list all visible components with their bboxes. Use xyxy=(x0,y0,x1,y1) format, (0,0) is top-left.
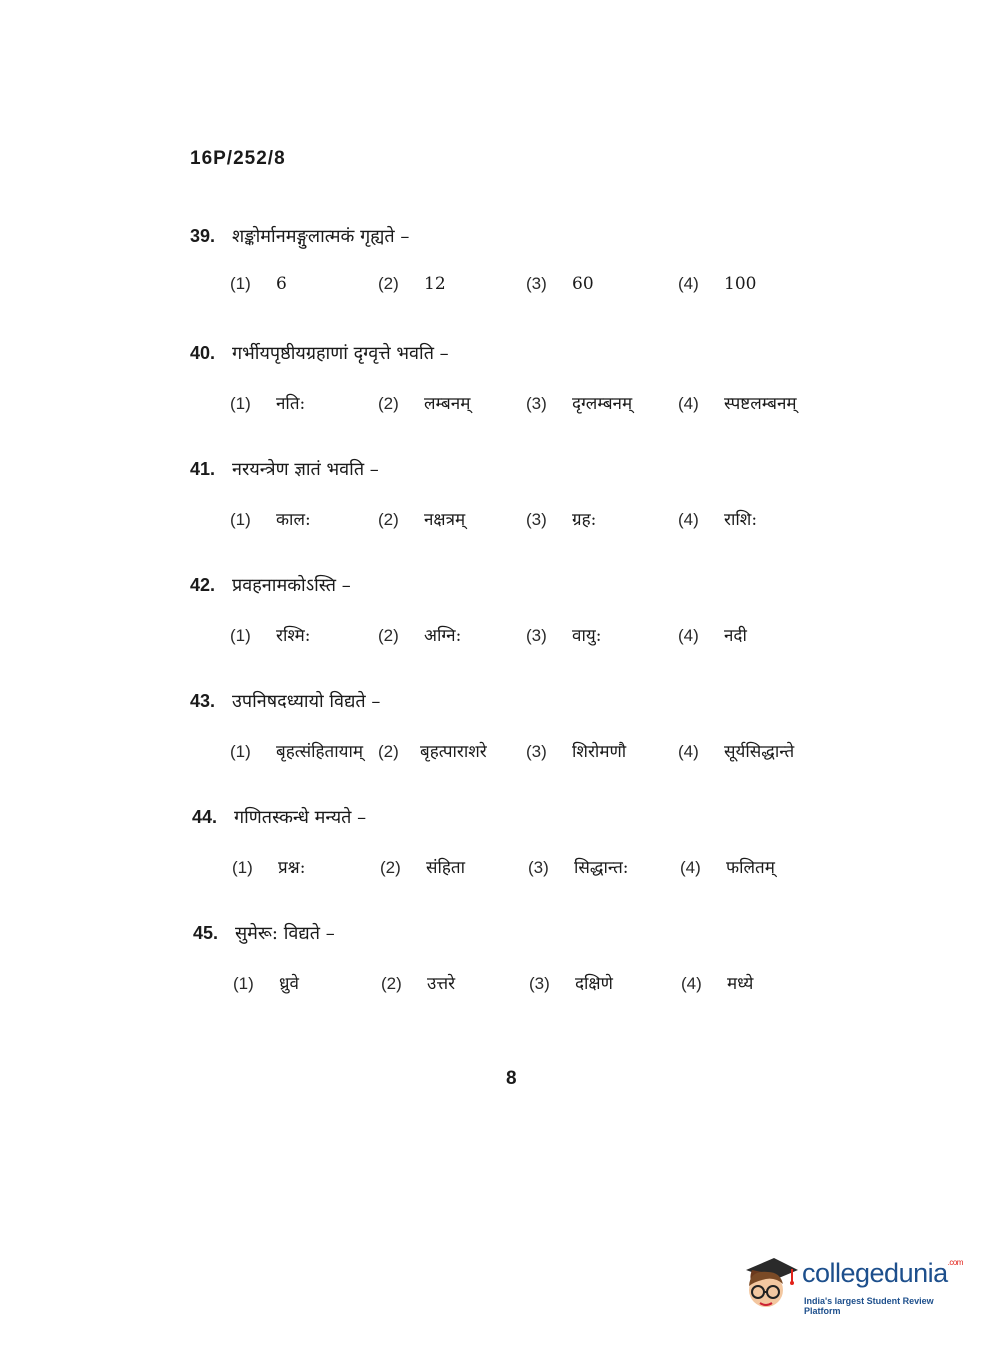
option-text: 100 xyxy=(724,274,757,294)
option-2 xyxy=(380,855,465,878)
options-row xyxy=(190,274,910,304)
option-number: (2) xyxy=(380,858,401,877)
option-number: (3) xyxy=(526,274,547,293)
option-number: (4) xyxy=(678,394,699,413)
option-1 xyxy=(230,274,287,294)
question-number: 39. xyxy=(190,226,216,246)
option-text: शिरोमणौ xyxy=(572,742,627,762)
brand-text: collegedunia xyxy=(802,1258,948,1288)
question-43 xyxy=(190,689,910,769)
question-42 xyxy=(190,573,910,653)
paper-code: 16P/252/8 xyxy=(190,148,286,169)
brand-tagline: India's largest Student Review Platform xyxy=(804,1296,934,1316)
option-number: (4) xyxy=(678,510,699,529)
option-number: (4) xyxy=(678,742,699,761)
option-number: (3) xyxy=(528,858,549,877)
mascot-icon xyxy=(740,1252,800,1312)
option-text: नति: xyxy=(276,394,306,414)
question-45 xyxy=(193,921,913,1001)
option-text: रश्मि: xyxy=(276,626,311,646)
option-text: मध्ये xyxy=(727,974,754,994)
option-text: वायु: xyxy=(572,626,602,646)
option-text: सिद्धान्त: xyxy=(574,858,629,878)
option-text: दृग्लम्बनम् xyxy=(572,394,633,414)
option-2 xyxy=(378,391,470,414)
question-text: गर्भीयपृष्ठीयग्रहाणां दृग्वृत्ते भवति – xyxy=(232,343,449,364)
option-4 xyxy=(678,391,797,414)
option-2 xyxy=(378,274,446,294)
option-number: (2) xyxy=(378,626,399,645)
option-1 xyxy=(233,971,299,994)
question-number: 42. xyxy=(190,575,216,595)
option-4 xyxy=(680,855,775,878)
option-number: (3) xyxy=(526,394,547,413)
option-text: फलितम् xyxy=(726,858,775,878)
option-1 xyxy=(230,739,363,762)
options-row xyxy=(190,739,910,769)
page-number: 8 xyxy=(506,1068,517,1089)
question-number: 40. xyxy=(190,343,216,363)
option-number: (2) xyxy=(378,274,399,293)
option-text: अग्नि: xyxy=(424,626,462,646)
option-number: (2) xyxy=(381,974,402,993)
question-text: उपनिषदध्यायो विद्यते – xyxy=(232,691,381,712)
option-3 xyxy=(529,971,613,994)
option-4 xyxy=(678,274,756,294)
option-1 xyxy=(230,623,310,646)
option-text: संहिता xyxy=(426,858,466,878)
option-number: (3) xyxy=(529,974,550,993)
question-text: प्रवहनामकोऽस्ति – xyxy=(232,575,351,596)
option-text: नदी xyxy=(724,626,747,646)
option-text: बृहत्संहितायाम् xyxy=(276,742,364,762)
options-row xyxy=(190,623,910,653)
question-number: 45. xyxy=(193,923,219,943)
option-number: (4) xyxy=(681,974,702,993)
brand-domain: .com xyxy=(947,1258,963,1267)
question-number: 43. xyxy=(190,691,216,711)
option-number: (1) xyxy=(230,742,251,761)
options-row xyxy=(190,391,910,421)
option-3 xyxy=(526,274,594,294)
option-number: (3) xyxy=(526,510,547,529)
option-text: 60 xyxy=(572,274,594,294)
option-3 xyxy=(526,623,601,646)
option-text: काल: xyxy=(276,510,311,530)
option-text: ध्रुवे xyxy=(279,974,299,994)
question-text: सुमेरू: विद्यते – xyxy=(235,923,335,944)
option-1 xyxy=(232,855,305,878)
options-row xyxy=(193,971,913,1001)
question-44 xyxy=(192,805,912,885)
option-3 xyxy=(526,507,596,530)
option-text: नक्षत्रम् xyxy=(424,510,466,530)
option-text: 12 xyxy=(424,274,446,294)
option-text: सूर्यसिद्धान्ते xyxy=(724,742,795,762)
option-2 xyxy=(378,623,461,646)
option-number: (1) xyxy=(230,394,251,413)
option-4 xyxy=(678,623,747,646)
option-text: प्रश्न: xyxy=(278,858,306,878)
option-3 xyxy=(526,391,632,414)
option-3 xyxy=(528,855,629,878)
question-number: 41. xyxy=(190,459,216,479)
option-text: स्पष्टलम्बनम् xyxy=(724,394,797,414)
option-text: बृहत्पाराशरे xyxy=(420,742,487,762)
option-4 xyxy=(678,739,794,762)
option-2 xyxy=(378,739,487,762)
option-number: (1) xyxy=(233,974,254,993)
question-39 xyxy=(190,224,910,304)
option-number: (4) xyxy=(678,274,699,293)
question-40 xyxy=(190,341,910,421)
option-4 xyxy=(681,971,753,994)
question-text: शङ्कोर्मानमङ्गुलात्मकं गृह्यते – xyxy=(232,226,410,247)
option-number: (1) xyxy=(230,510,251,529)
question-text: नरयन्त्रेण ज्ञातं भवति – xyxy=(232,459,379,480)
option-text: लम्बनम् xyxy=(424,394,471,414)
option-number: (4) xyxy=(678,626,699,645)
question-41 xyxy=(190,457,910,537)
option-number: (2) xyxy=(378,510,399,529)
question-text: गणितस्कन्धे मन्यते – xyxy=(234,807,367,828)
option-2 xyxy=(378,507,465,530)
option-number: (4) xyxy=(680,858,701,877)
option-1 xyxy=(230,507,311,530)
option-4 xyxy=(678,507,757,530)
option-3 xyxy=(526,739,626,762)
option-number: (3) xyxy=(526,626,547,645)
options-row xyxy=(190,507,910,537)
options-row xyxy=(192,855,912,885)
option-number: (1) xyxy=(230,626,251,645)
option-text: ग्रह: xyxy=(572,510,597,530)
option-text: उत्तरे xyxy=(427,974,456,994)
option-number: (2) xyxy=(378,394,399,413)
option-text: राशि: xyxy=(724,510,758,530)
option-text: दक्षिणे xyxy=(575,974,613,994)
option-number: (1) xyxy=(232,858,253,877)
brand-name xyxy=(802,1258,963,1289)
option-1 xyxy=(230,391,305,414)
option-2 xyxy=(381,971,455,994)
option-text: 6 xyxy=(276,274,287,294)
question-number: 44. xyxy=(192,807,218,827)
option-number: (1) xyxy=(230,274,251,293)
collegedunia-logo xyxy=(740,1252,970,1314)
option-number: (2) xyxy=(378,742,399,761)
option-number: (3) xyxy=(526,742,547,761)
